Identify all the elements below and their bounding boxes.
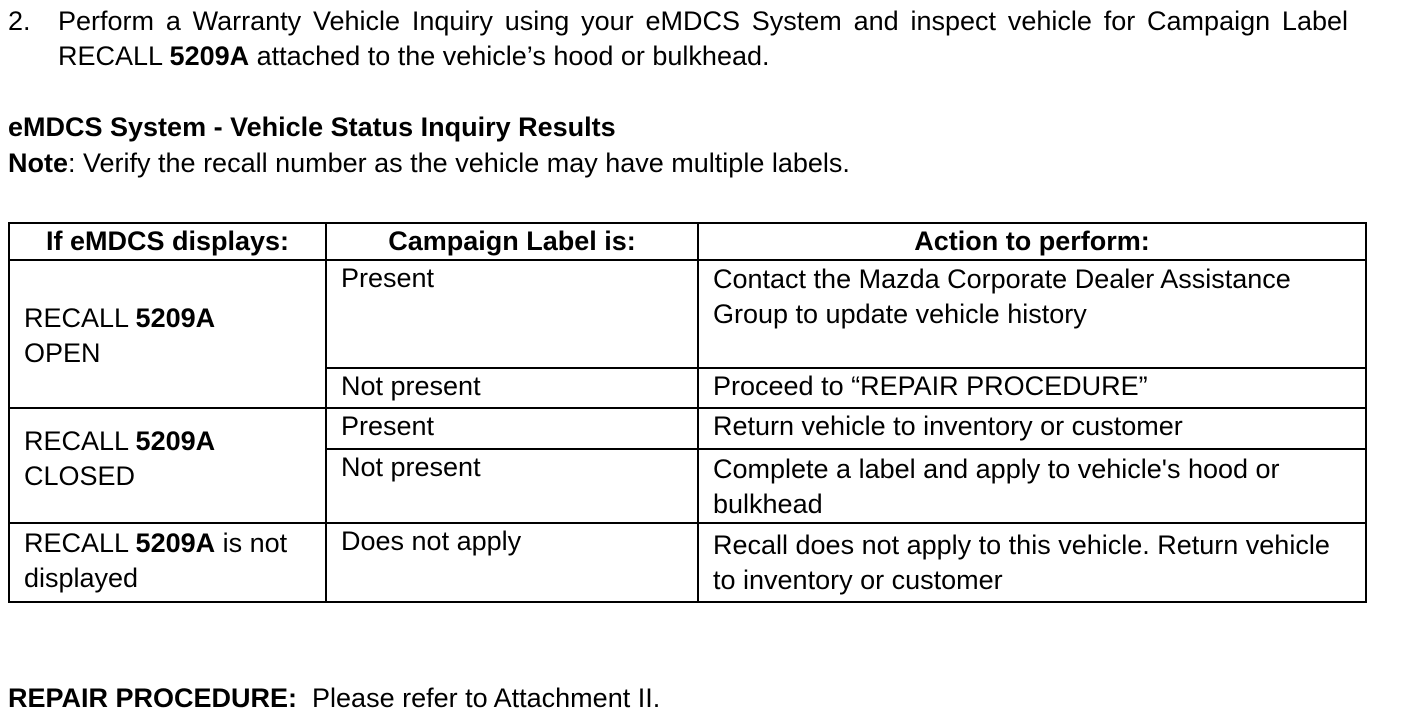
display-prefix: RECALL	[24, 303, 136, 333]
table-row	[9, 523, 1366, 602]
step-text-part-a: Perform a Warranty Vehicle Inquiry using your eMDCS System and inspect vehicle for Campaign Label RECALL	[58, 6, 1348, 71]
display-prefix: RECALL	[24, 528, 136, 558]
repair-procedure	[8, 681, 660, 716]
action-cell: Recall does not apply to this vehicle. Return vehicle to inventory or customer	[698, 523, 1366, 602]
step-number: 2.	[8, 6, 31, 36]
header-campaign-label: Campaign Label is:	[326, 223, 698, 260]
table-row	[9, 408, 1366, 449]
display-code: 5209A	[135, 528, 216, 558]
recall-status-table	[8, 222, 1367, 603]
display-code: 5209A	[135, 426, 216, 456]
display-status: is not displayed	[24, 528, 288, 593]
repair-text: Please refer to Attachment II.	[297, 683, 661, 713]
display-prefix: RECALL	[24, 426, 136, 456]
display-code: 5209A	[135, 303, 216, 333]
note	[8, 146, 850, 181]
step-recall-code: 5209A	[169, 41, 250, 71]
step-2	[8, 4, 1348, 74]
label-cell: Not present	[326, 449, 698, 523]
label-cell: Not present	[326, 368, 698, 408]
step-text	[58, 4, 1348, 74]
header-action: Action to perform:	[698, 223, 1366, 260]
label-cell: Present	[326, 408, 698, 449]
table-header-row	[9, 223, 1366, 260]
note-text: : Verify the recall number as the vehicle may have multiple labels.	[68, 148, 850, 178]
display-status: CLOSED	[24, 461, 136, 491]
label-cell: Present	[326, 260, 698, 368]
display-status: OPEN	[24, 338, 101, 368]
repair-label: REPAIR PROCEDURE:	[8, 683, 298, 713]
action-cell: Contact the Mazda Corporate Dealer Assistance Group to update vehicle history	[698, 260, 1366, 368]
section-title: eMDCS System - Vehicle Status Inquiry Results	[8, 112, 616, 142]
display-cell-not-displayed	[9, 523, 326, 602]
header-emdcs-displays: If eMDCS displays:	[9, 223, 326, 260]
label-cell: Does not apply	[326, 523, 698, 602]
table-row	[9, 260, 1366, 368]
step-text-part-b: attached to the vehicle’s hood or bulkhead.	[249, 41, 770, 71]
note-label: Note	[8, 148, 68, 178]
action-cell: Complete a label and apply to vehicle's hood or bulkhead	[698, 449, 1366, 523]
action-cell: Proceed to “REPAIR PROCEDURE”	[698, 368, 1366, 408]
display-cell-open	[9, 260, 326, 408]
display-cell-closed	[9, 408, 326, 523]
action-cell: Return vehicle to inventory or customer	[698, 408, 1366, 449]
